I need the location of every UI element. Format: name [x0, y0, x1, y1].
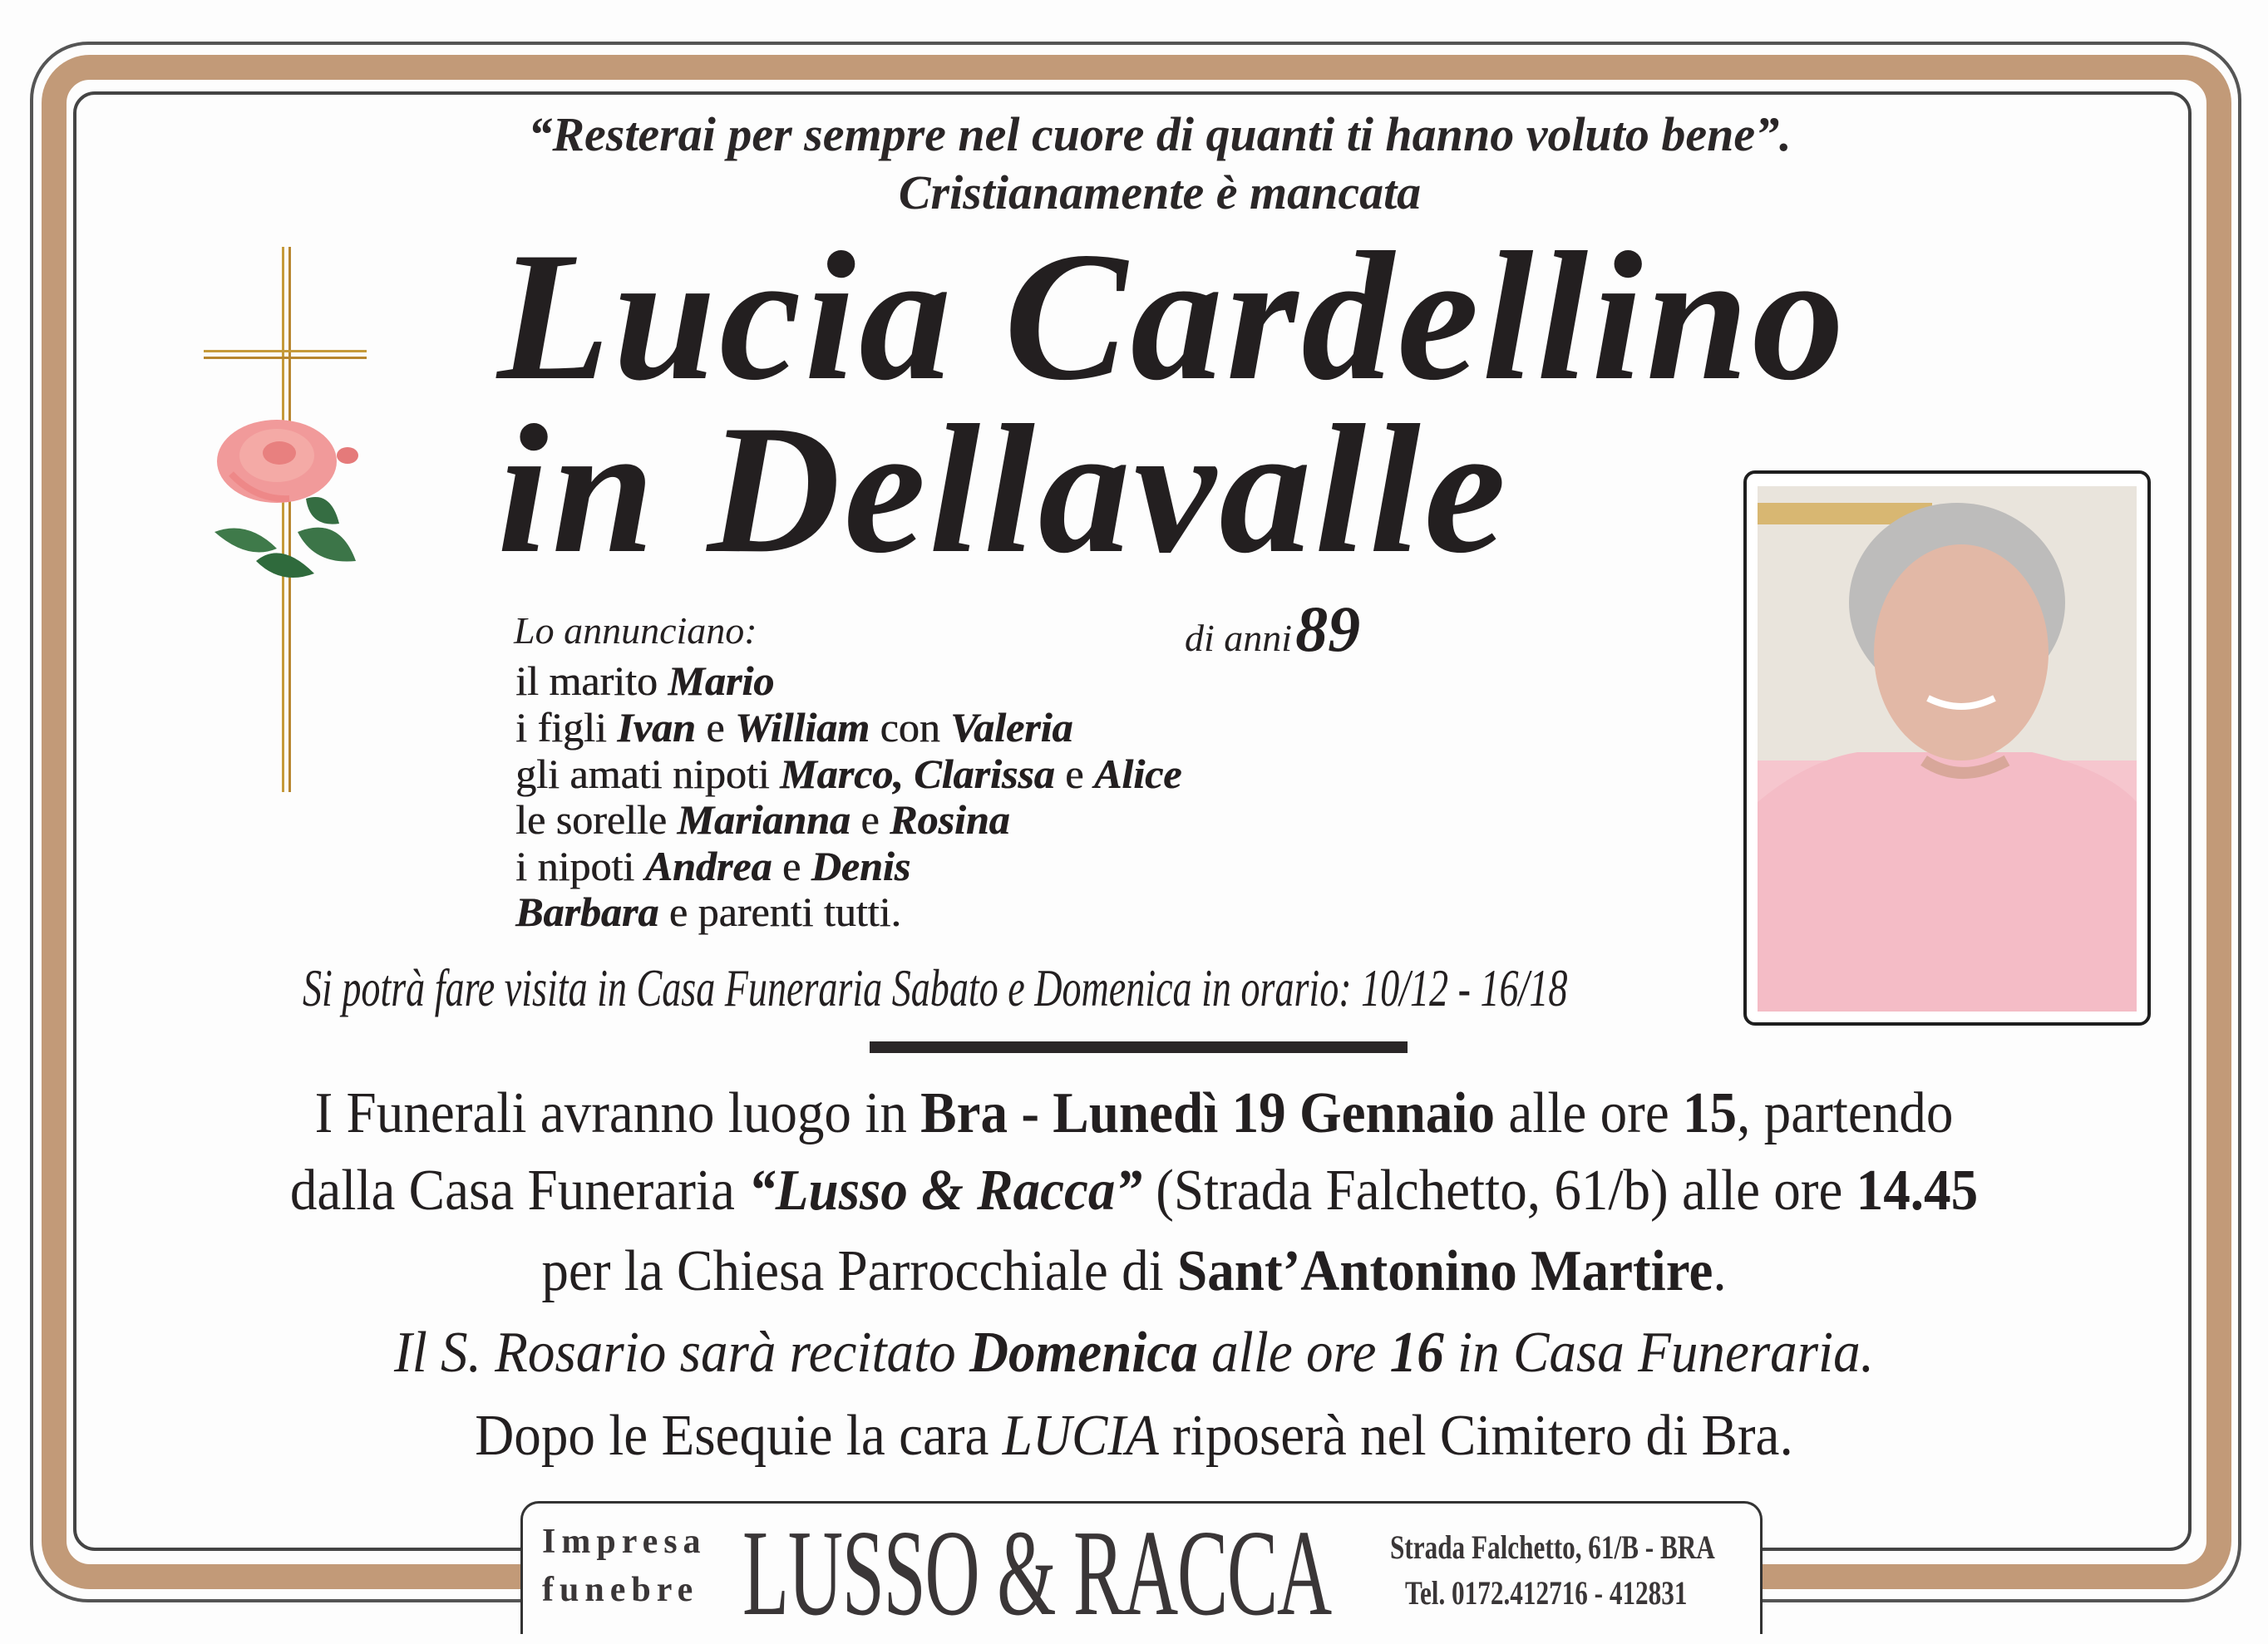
funeral-home-logo: LUSSO & RACCA [742, 1505, 1331, 1642]
text-segment: e [772, 843, 811, 889]
text-segment: Dopo le Esequie la cara [475, 1404, 1003, 1468]
text-segment: in Casa Funeraria. [1443, 1321, 1874, 1385]
text-segment: e [695, 704, 735, 751]
text-segment: Denis [811, 843, 911, 889]
deceased-name: Lucia Cardellino [497, 214, 1848, 419]
fam-line [515, 657, 774, 705]
text-segment: LUCIA [1002, 1404, 1159, 1468]
text-segment: riposerà nel Cimitero di Bra. [1158, 1404, 1793, 1468]
text-segment: I Funerali avranno luogo in [314, 1081, 921, 1145]
text-segment: il marito [515, 657, 668, 704]
fam-line [515, 703, 1072, 751]
text-segment: Sant’Antonino Martire [1176, 1239, 1713, 1303]
text-segment: Valeria [950, 704, 1073, 751]
text-segment: 15 [1682, 1081, 1738, 1145]
deceased-married-name: in Dellavalle [497, 387, 1510, 592]
funeral-home-phone: Tel. 0172.412716 - 412831 [1405, 1574, 1688, 1612]
fam-line [515, 888, 901, 936]
divider [870, 1041, 1408, 1053]
text-segment: gli amati nipoti [515, 751, 781, 797]
text-segment: le sorelle [515, 796, 678, 843]
text-segment: Rosina [890, 796, 1010, 843]
text-segment: Domenica [969, 1321, 1198, 1385]
text-segment: Marianna [677, 796, 850, 843]
fam-line [515, 750, 1181, 798]
age-label: di anni [1185, 617, 1293, 659]
text-segment: (Strada Falchetto, 61/b) alle ore [1141, 1159, 1856, 1223]
age-value: 89 [1295, 593, 1361, 665]
text-segment: William [734, 704, 870, 751]
text-segment: Mario [668, 657, 775, 704]
impresa-funebre-label [542, 1518, 707, 1614]
text-segment: , partendo [1737, 1081, 1954, 1145]
text-segment: 14.45 [1856, 1159, 1979, 1223]
text-segment: Alice [1093, 751, 1182, 797]
text-segment: Ivan [617, 704, 696, 751]
text-segment: alle ore [1495, 1081, 1683, 1145]
visit-hours: Si potrà fare visita in Casa Funeraria Sabato e Domenica in orario: 10/12 - 16/18 [303, 958, 1568, 1017]
cross-horizontal-line [204, 350, 367, 352]
rose-icon [198, 407, 372, 598]
funeral-home-address: Strada Falchetto, 61/B - BRA [1390, 1528, 1715, 1566]
fun-line [79, 1158, 2188, 1224]
announcers-label: Lo annunciano: [514, 609, 757, 652]
text-segment: Bra - Lunedì 19 Gennaio [920, 1081, 1496, 1145]
impresa-line: Impresa [542, 1523, 707, 1561]
funebre-line: funebre [542, 1571, 699, 1609]
text-segment: Barbara [515, 888, 659, 935]
text-segment: Il S. Rosario sarà recitato [394, 1321, 969, 1385]
intro-text: Cristianamente è mancata [898, 165, 1422, 219]
text-segment: i nipoti [515, 843, 645, 889]
text-segment: Andrea [644, 843, 772, 889]
fun-line [79, 1403, 2188, 1469]
text-segment: i figli [515, 704, 618, 751]
fam-line [515, 795, 1010, 844]
text-segment: “Lusso & Racca” [748, 1159, 1142, 1223]
text-segment: Marco, Clarissa [780, 751, 1055, 797]
text-segment: dalla Casa Funeraria [289, 1159, 749, 1223]
fun-line [79, 1320, 2188, 1386]
fun-line [79, 1080, 2188, 1147]
text-segment: con [869, 704, 951, 751]
text-segment: per la Chiesa Parrocchiale di [541, 1239, 1177, 1303]
cross-horizontal-line [204, 357, 367, 359]
text-segment: 16 [1389, 1321, 1444, 1385]
text-segment: e [1054, 751, 1094, 797]
text-segment: alle ore [1197, 1321, 1390, 1385]
fam-line [515, 842, 910, 890]
text-segment: e parenti tutti. [658, 888, 901, 935]
portrait-photo [1758, 486, 2137, 1012]
fun-line [79, 1238, 2188, 1305]
text-segment: . [1713, 1239, 1727, 1303]
text-segment: e [850, 796, 890, 843]
memorial-quote: “Resterai per sempre nel cuore di quanti ti hanno voluto bene”. [528, 107, 1792, 161]
age [1185, 592, 1360, 667]
